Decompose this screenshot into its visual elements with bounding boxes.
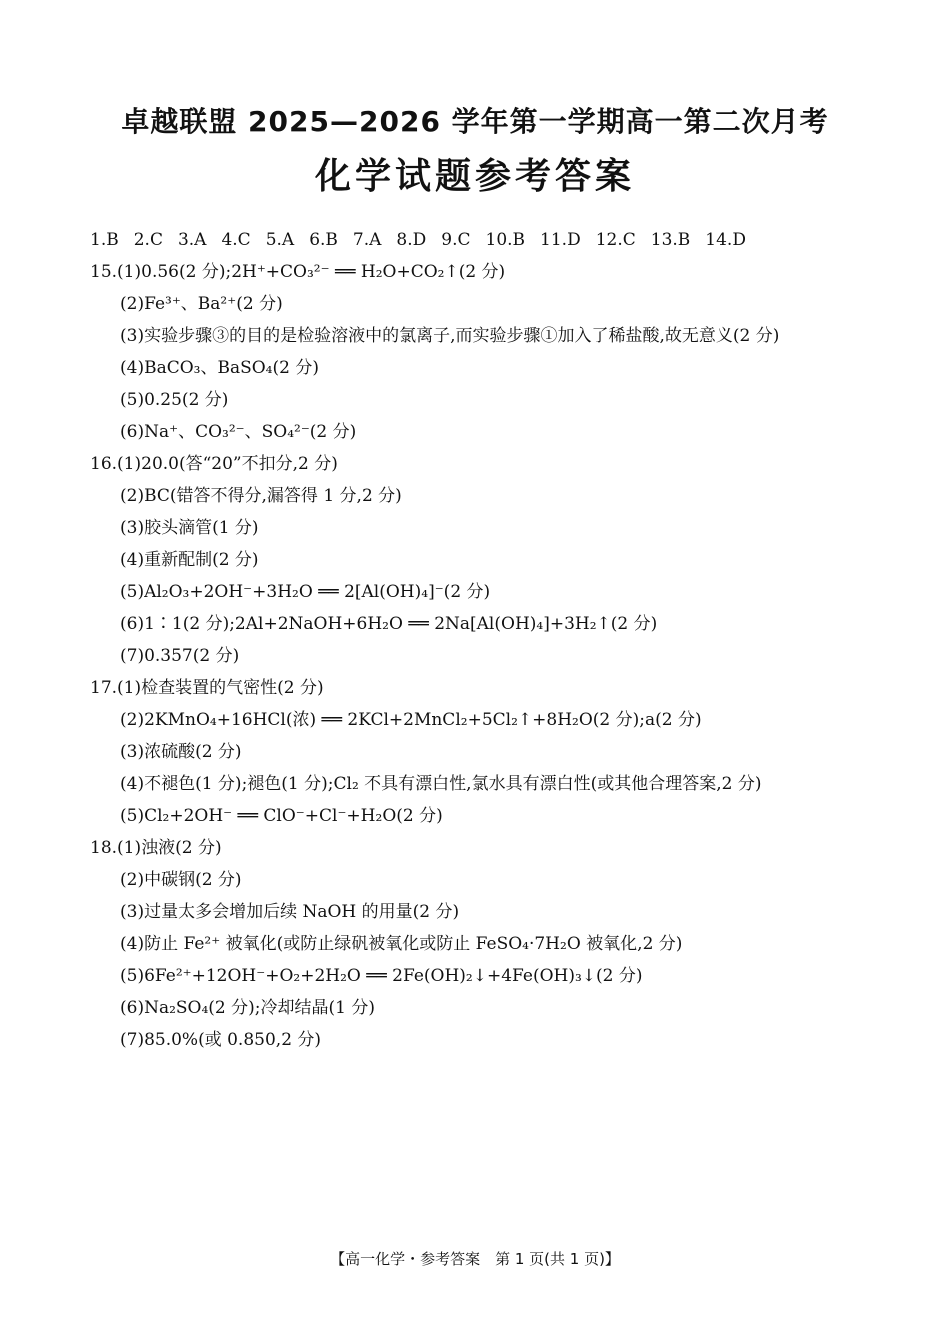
mc-answer: 12.C bbox=[595, 230, 636, 250]
mc-answer: 8.D bbox=[396, 230, 427, 250]
q15-answer: (4)BaCO₃、BaSO₄(2 分) bbox=[120, 358, 319, 378]
q17-answer: (4)不褪色(1 分);褪色(1 分);Cl₂ 不具有漂白性,氯水具有漂白性(或其他合理答案,2 分) bbox=[120, 774, 762, 794]
answer-key-title: 化学试题参考答案 bbox=[314, 156, 635, 197]
q15-line-1 bbox=[90, 256, 890, 288]
page-footer: 【高一化学・参考答案 第 1 页(共 1 页)】 bbox=[330, 1250, 620, 1268]
q16-label: 16. bbox=[90, 454, 118, 474]
mc-answer: 11.D bbox=[540, 230, 581, 250]
q15-answer: (5)0.25(2 分) bbox=[120, 390, 229, 410]
mc-answer: 14.D bbox=[705, 230, 746, 250]
q18-answer: (2)中碳钢(2 分) bbox=[120, 870, 242, 890]
q17-label: 17. bbox=[90, 678, 118, 698]
q17-answer: (1)检查装置的气密性(2 分) bbox=[117, 678, 324, 698]
mc-answer: 10.B bbox=[485, 230, 526, 250]
q17-answer: (5)Cl₂+2OH⁻ ══ ClO⁻+Cl⁻+H₂O(2 分) bbox=[120, 806, 443, 826]
q15-answer: (3)实验步骤③的目的是检验溶液中的氯离子,而实验步骤①加入了稀盐酸,故无意义(2 分) bbox=[120, 326, 780, 346]
mc-answer: 3.A bbox=[177, 230, 207, 250]
q15-label: 15. bbox=[90, 262, 118, 282]
q18-answer: (6)Na₂SO₄(2 分);冷却结晶(1 分) bbox=[120, 998, 375, 1018]
q17-answer: (3)浓硫酸(2 分) bbox=[120, 742, 242, 762]
exam-title: 卓越联盟 2025—2026 学年第一学期高一第二次月考 bbox=[121, 105, 829, 138]
mc-answer: 4.C bbox=[221, 230, 251, 250]
q16-line-1 bbox=[90, 448, 890, 480]
mc-answer: 2.C bbox=[133, 230, 163, 250]
q15-answer: (6)Na⁺、CO₃²⁻、SO₄²⁻(2 分) bbox=[120, 422, 357, 442]
q18-answer: (1)浊液(2 分) bbox=[117, 838, 222, 858]
mc-answer: 5.A bbox=[265, 230, 295, 250]
q16-answer: (6)1∶1(2 分);2Al+2NaOH+6H₂O ══ 2Na[Al(OH)₄]+3H₂↑(2 分) bbox=[120, 614, 658, 634]
q16-answer: (2)BC(错答不得分,漏答得 1 分,2 分) bbox=[120, 486, 402, 506]
q17-line-1 bbox=[90, 672, 890, 704]
mc-answer: 1.B bbox=[90, 230, 119, 250]
q16-answer: (4)重新配制(2 分) bbox=[120, 550, 259, 570]
mc-answer: 13.B bbox=[650, 230, 691, 250]
q16-answer: (5)Al₂O₃+2OH⁻+3H₂O ══ 2[Al(OH)₄]⁻(2 分) bbox=[120, 582, 491, 602]
q17-answer: (2)2KMnO₄+16HCl(浓) ══ 2KCl+2MnCl₂+5Cl₂↑+8H₂O(2 分);a(2 分) bbox=[120, 710, 702, 730]
mc-answer: 7.A bbox=[352, 230, 382, 250]
mc-answer: 6.B bbox=[309, 230, 338, 250]
q16-answer: (3)胶头滴管(1 分) bbox=[120, 518, 259, 538]
q18-answer: (7)85.0%(或 0.850,2 分) bbox=[120, 1030, 322, 1050]
answer-content bbox=[90, 224, 890, 1056]
q18-answer: (4)防止 Fe²⁺ 被氧化(或防止绿矾被氧化或防止 FeSO₄·7H₂O 被氧化,2 分) bbox=[120, 934, 683, 954]
q18-answer: (3)过量太多会增加后续 NaOH 的用量(2 分) bbox=[120, 902, 460, 922]
q15-answer: (1)0.56(2 分);2H⁺+CO₃²⁻ ══ H₂O+CO₂↑(2 分) bbox=[117, 262, 506, 282]
q18-answer: (5)6Fe²⁺+12OH⁻+O₂+2H₂O ══ 2Fe(OH)₂↓+4Fe(OH)₃↓(2 分) bbox=[120, 966, 643, 986]
multiple-choice-answers bbox=[90, 224, 890, 256]
q16-answer: (1)20.0(答“20”不扣分,2 分) bbox=[117, 454, 338, 474]
mc-answer: 9.C bbox=[441, 230, 471, 250]
q18-label: 18. bbox=[90, 838, 118, 858]
q16-answer: (7)0.357(2 分) bbox=[120, 646, 240, 666]
q18-line-1 bbox=[90, 832, 890, 864]
q15-answer: (2)Fe³⁺、Ba²⁺(2 分) bbox=[120, 294, 283, 314]
